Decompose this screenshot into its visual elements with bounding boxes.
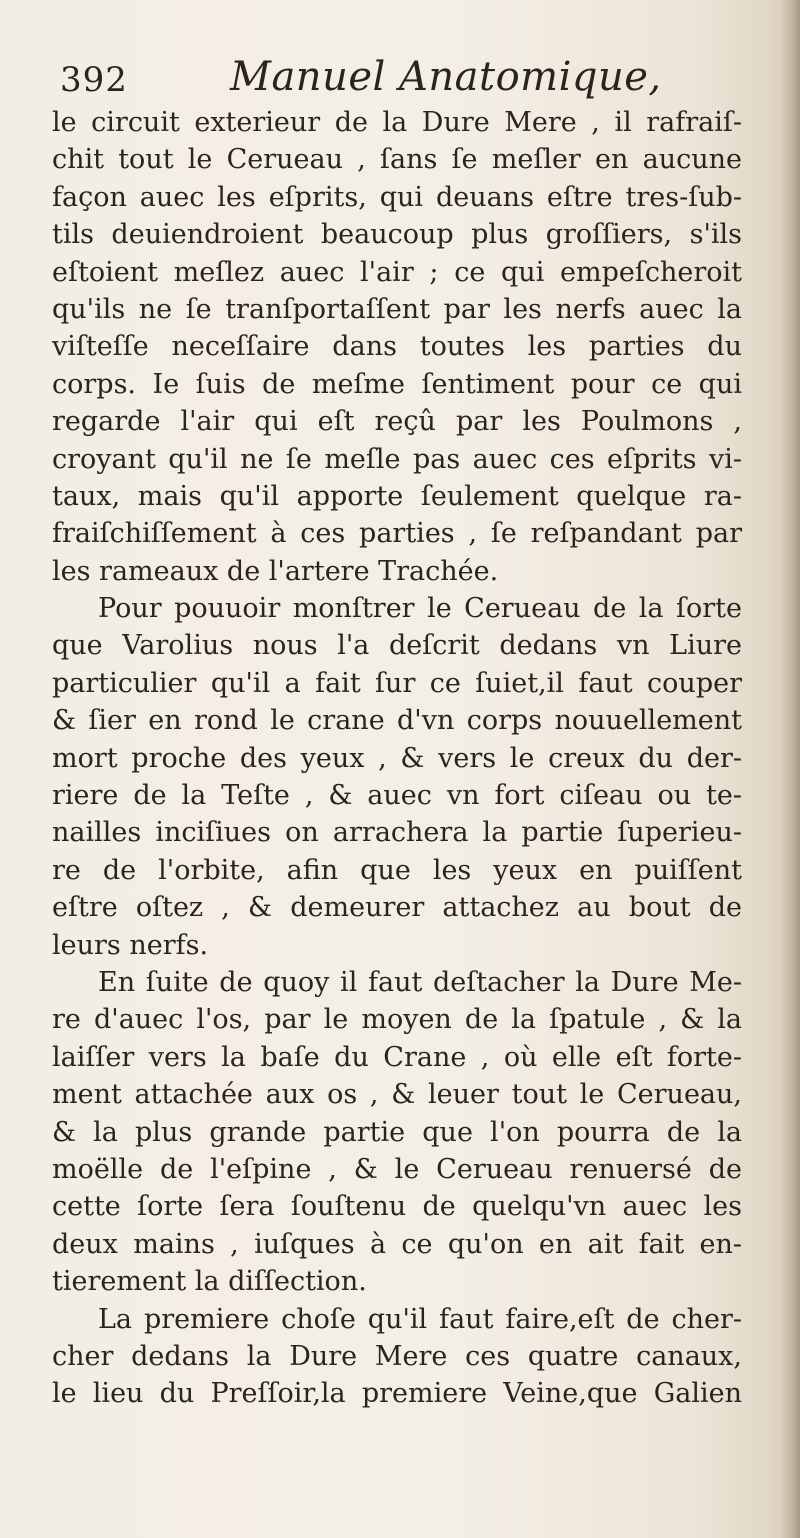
page-header [60,48,680,108]
text-line: chit tout le Cerueau , ſans ſe meſler en aucune [52,144,742,176]
text-line: re d'auec l'os, par le moyen de la ſpatule , & la [52,1004,742,1036]
text-line-paragraph-end: leurs nerfs. [52,929,209,961]
text-line: façon auec les eſprits, qui deuans eſtre tres-ſub- [52,181,742,213]
text-line-paragraph-end: tierement la diſſection. [52,1266,367,1298]
text-line: croyant qu'il ne ſe meſle pas auec ces eſprits vi- [52,443,742,475]
page-body-text [52,104,742,1413]
text-line: viſteſſe neceſſaire dans toutes les parties du [52,331,742,363]
text-line: riere de la Teſte , & auec vn fort ciſeau ou te- [52,780,742,812]
text-line: fraiſchiſſement à ces parties , ſe reſpandant par [52,518,742,550]
text-line-paragraph-end: les rameaux de l'artere Trachée. [52,555,499,587]
text-line: particulier qu'il a fait ſur ce ſuiet,il faut couper [52,667,742,699]
text-line: corps. Ie ſuis de meſme ſentiment pour ce qui [52,368,742,400]
text-line: ment attachée aux os , & leuer tout le Cerueau, [52,1079,742,1111]
text-line: cette ſorte ſera ſouſtenu de quelqu'vn auec les [52,1191,742,1223]
text-line: eſtre oſtez , & demeurer attachez au bout de [52,892,742,924]
text-line: nailles inciſiues on arrachera la partie ſuperieu- [52,817,742,849]
text-line: re de l'orbite, afin que les yeux en puiſſent [52,854,742,886]
text-line: deux mains , iuſques à ce qu'on en ait fait en- [52,1228,742,1260]
text-line: qu'ils ne ſe tranſportaſſent par les nerfs auec la [52,293,742,325]
text-line-paragraph-start: Pour pouuoir monſtrer le Cerueau de la ſorte [98,593,742,625]
text-line: moëlle de l'eſpine , & le Cerueau renuersé de [52,1153,742,1185]
text-line: regarde l'air qui eſt reçû par les Poulmons , [52,406,742,438]
text-line: le circuit exterieur de la Dure Mere , il rafraiſ- [52,107,742,138]
page-number: 392 [60,60,128,100]
running-title: Manuel Anatomique, [230,54,662,100]
text-line: laiſſer vers la baſe du Crane , où elle eſt forte- [52,1041,742,1073]
text-line: taux, mais qu'il apporte ſeulement quelque ra- [52,480,742,512]
text-line: & ſier en rond le crane d'vn corps nouuellement [52,705,742,737]
text-line: mort proche des yeux , & vers le creux du der- [52,742,742,774]
text-line: & la plus grande partie que l'on pourra de la [52,1116,742,1148]
page-gutter-shadow [780,0,800,1538]
text-line-paragraph-start: La premiere choſe qu'il faut faire,eſt de cher- [98,1303,742,1335]
text-line: tils deuiendroient beaucoup plus groſſiers, s'ils [52,219,742,251]
text-line-paragraph-start: En ſuite de quoy il faut deſtacher la Dure Me- [98,966,742,998]
text-line: le lieu du Preſſoir,la premiere Veine,que Galien [52,1378,742,1410]
text-line: que Varolius nous l'a deſcrit dedans vn Liure [52,630,742,662]
text-line: eſtoient meſlez auec l'air ; ce qui empeſcheroit [52,256,742,288]
text-line: cher dedans la Dure Mere ces quatre canaux, [52,1340,742,1372]
